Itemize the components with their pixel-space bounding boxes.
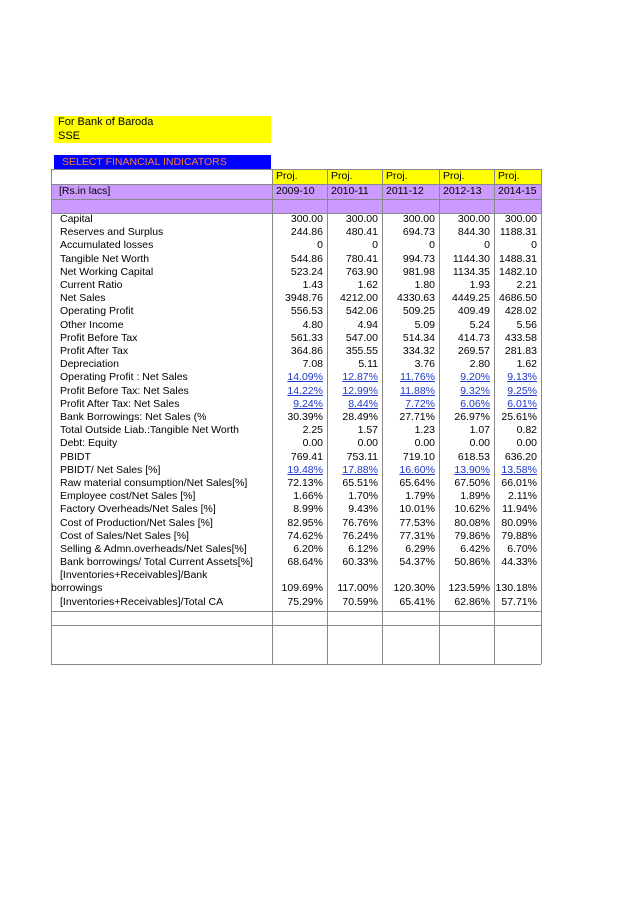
table-cell: 763.90 [345,265,378,278]
row-label: Raw material consumption/Net Sales[%] [60,477,248,489]
table-cell[interactable]: 9.25% [507,384,537,397]
table-cell: 334.32 [402,345,435,357]
table-cell[interactable]: 16.60% [399,463,435,476]
table-gridline [382,169,383,664]
row-label: Profit Before Tax [60,331,138,344]
table-cell: 0 [372,239,378,252]
table-cell: 4330.63 [397,292,435,305]
row-label: Selling & Admn.overheads/Net Sales[%] [60,543,247,555]
table-cell: 769.41 [290,450,323,463]
table-cell: 0.82 [516,424,537,437]
table-cell: 4.94 [357,318,378,331]
row-label: Bank borrowings/ Total Current Assets[%] [60,556,253,569]
table-cell: 719.10 [402,450,435,463]
table-cell: 117.00% [337,582,378,595]
table-cell[interactable]: 14.09% [287,371,323,384]
row-label-continued: borrowings [51,582,103,595]
table-cell: 281.83 [504,345,537,357]
table-cell: 4686.50 [499,292,537,305]
table-gridline [51,169,541,170]
table-cell: 694.73 [402,226,435,239]
table-cell: 6.12% [348,543,378,555]
table-cell: 1.62 [516,358,537,371]
table-cell: 79.88% [501,529,537,542]
table-cell[interactable]: 6.06% [460,397,490,410]
table-cell: 300.00 [402,213,435,225]
table-cell[interactable]: 13.58% [501,463,537,476]
table-cell[interactable]: 12.99% [342,384,378,397]
table-cell: 57.71% [501,595,537,608]
table-cell: 0 [317,239,323,252]
table-cell: 6.42% [460,543,490,555]
table-cell: 77.31% [399,529,435,542]
table-cell: 636.20 [504,450,537,463]
table-cell: 6.20% [293,543,323,555]
table-cell: 433.58 [504,331,537,344]
column-proj-label: Proj. [498,170,520,182]
select-financial-indicators-header: SELECT FINANCIAL INDICATORS [54,155,271,169]
table-cell: 25.61% [501,411,537,423]
table-cell: 523.24 [290,265,323,278]
table-cell: 65.64% [399,477,435,489]
table-cell: 3948.76 [285,292,323,305]
table-cell: 1.23 [414,424,435,437]
table-cell[interactable]: 13.90% [454,463,490,476]
table-gridline [51,625,541,626]
table-gridline [51,611,541,612]
table-cell: 1.62 [357,279,378,291]
column-proj-label: Proj. [331,170,353,182]
table-cell[interactable]: 8.44% [348,397,378,410]
row-label: PBIDT/ Net Sales [%] [60,463,161,476]
table-cell: 1.80 [414,279,435,291]
table-cell: 5.11 [358,358,378,371]
table-cell: 27.71% [399,411,435,423]
table-cell: 2.80 [469,358,490,371]
row-label: Profit Before Tax: Net Sales [60,384,189,397]
row-label: Net Sales [60,292,106,305]
table-cell: 0 [531,239,537,252]
table-cell: 79.86% [454,529,490,542]
row-label: Cost of Production/Net Sales [%] [60,516,213,529]
table-cell: 981.98 [402,265,435,278]
table-cell: 556.53 [290,305,323,318]
table-cell: 6.29% [405,543,435,555]
table-cell: 409.49 [457,305,490,318]
row-label: Depreciation [60,358,119,371]
row-label: Bank Borrowings: Net Sales (% [60,411,207,423]
table-cell: 62.86% [454,595,490,608]
row-label: Employee cost/Net Sales [%] [60,490,196,503]
table-cell: 300.00 [504,213,537,225]
table-cell: 1.43 [302,279,323,291]
table-cell: 1134.35 [452,265,490,278]
table-cell: 120.30% [393,582,435,595]
table-cell: 364.86 [290,345,323,357]
column-year-label: 2009-10 [276,185,315,197]
column-proj-label: Proj. [386,170,408,182]
table-cell: 80.09% [501,516,537,529]
table-cell: 544.86 [290,252,323,265]
table-cell: 1144.30 [452,252,490,265]
column-proj-label: Proj. [443,170,465,182]
table-cell: 0.00 [516,437,537,450]
title-box [54,116,271,143]
table-cell: 509.25 [402,305,435,318]
table-cell: 2.25 [302,424,323,437]
table-cell: 300.00 [457,213,490,225]
table-gridline [327,169,328,664]
table-cell: 70.59% [342,595,378,608]
table-cell: 2.21 [516,279,537,291]
table-cell: 1482.10 [499,265,537,278]
row-label: Operating Profit [60,305,134,318]
row-label: Other Income [60,318,124,331]
table-cell: 514.34 [402,331,435,344]
table-cell: 76.24% [342,529,378,542]
table-cell: 355.55 [345,345,378,357]
table-cell[interactable]: 12.87% [342,371,378,384]
table-cell: 30.39% [287,411,323,423]
table-gridline [51,213,541,214]
table-cell: 244.86 [290,226,323,239]
table-cell: 2.11% [508,490,537,503]
table-cell: 300.00 [345,213,378,225]
row-label: Net Working Capital [60,265,154,278]
table-cell: 130.18% [495,582,537,595]
row-label: Profit After Tax [60,345,129,357]
table-gridline [272,169,273,664]
table-cell: 54.37% [399,556,435,569]
table-cell: 10.62% [454,503,490,516]
table-cell: 5.24 [469,318,490,331]
table-cell: 1.89% [460,490,490,503]
table-cell: 77.53% [399,516,435,529]
table-cell: 80.08% [454,516,490,529]
table-cell: 5.09 [414,318,435,331]
row-label: PBIDT [60,450,91,463]
row-label: Cost of Sales/Net Sales [%] [60,529,189,542]
table-cell[interactable]: 11.88% [400,384,435,397]
row-label: Debt: Equity [60,437,118,450]
table-cell: 269.57 [457,345,490,357]
table-cell: 414.73 [457,331,490,344]
row-label: Capital [60,213,93,225]
table-cell: 28.49% [342,411,378,423]
table-cell: 1488.31 [499,252,537,265]
table-cell: 0 [484,239,490,252]
table-cell: 9.43% [348,503,378,516]
table-cell: 1.07 [469,424,490,437]
table-cell: 5.56 [516,318,537,331]
table-cell: 4.80 [302,318,323,331]
table-cell: 1188.31 [499,226,537,239]
table-cell: 0 [429,239,435,252]
table-cell: 74.62% [287,529,323,542]
table-cell: 8.99% [293,503,323,516]
table-cell[interactable]: 17.88% [342,463,378,476]
column-year-label: 2014-15 [498,185,537,197]
table-cell: 3.76 [414,358,435,371]
table-cell: 0.00 [469,437,490,450]
table-cell: 844.30 [457,226,490,239]
column-year-label: 2010-11 [331,185,369,197]
table-cell: 109.69% [281,582,323,595]
table-cell: 1.93 [469,279,490,291]
table-cell[interactable]: 14.22% [287,384,323,397]
table-cell[interactable]: 9.24% [293,397,323,410]
units-label: [Rs.in lacs] [59,185,111,197]
table-cell: 780.41 [345,252,378,265]
table-cell: 1.70% [348,490,378,503]
table-cell: 542.06 [345,305,378,318]
table-cell: 0.00 [414,437,435,450]
table-cell[interactable]: 6.01% [507,397,537,410]
table-cell[interactable]: 7.72% [405,397,435,410]
table-cell: 1.66% [293,490,323,503]
column-proj-label: Proj. [276,170,298,182]
table-cell[interactable]: 11.76% [400,371,435,384]
table-cell: 0.00 [302,437,323,450]
table-cell: 44.33% [501,556,537,569]
table-cell: 1.79% [405,490,435,503]
row-label: Profit After Tax: Net Sales [60,397,180,410]
table-cell: 65.51% [342,477,378,489]
row-label: Accumulated losses [60,239,154,252]
table-cell: 1.57 [357,424,378,437]
row-label: Tangible Net Worth [60,252,150,265]
row-label: Reserves and Surplus [60,226,164,239]
column-year-label: 2011-12 [386,185,424,197]
table-cell: 480.41 [345,226,378,239]
table-cell: 0.00 [357,437,378,450]
financial-indicators-table [51,169,541,664]
table-cell: 618.53 [457,450,490,463]
table-cell: 4212.00 [340,292,378,305]
bank-name: For Bank of Baroda [58,116,154,128]
table-cell: 994.73 [402,252,435,265]
row-label: [Inventories+Receivables]/Bank [60,569,208,582]
row-label: Operating Profit : Net Sales [60,371,188,384]
table-cell: 82.95% [287,516,323,529]
table-gridline [51,664,541,665]
table-cell: 6.70% [507,543,537,555]
table-cell: 123.59% [448,582,490,595]
table-gridline [51,199,541,200]
table-cell: 65.41% [399,595,435,608]
table-gridline [51,184,541,185]
table-cell: 60.33% [342,556,378,569]
table-cell: 547.00 [345,331,378,344]
table-cell: 753.11 [346,450,378,463]
table-cell: 72.13% [287,477,323,489]
row-label: [Inventories+Receivables]/Total CA [60,595,224,608]
table-cell[interactable]: 19.48% [287,463,323,476]
table-cell: 68.64% [287,556,323,569]
table-cell[interactable]: 9.20% [460,371,490,384]
table-cell: 4449.25 [452,292,490,305]
table-cell[interactable]: 9.13% [507,371,537,384]
table-cell: 66.01% [501,477,537,489]
table-cell: 428.02 [504,305,537,318]
table-gridline [541,169,542,664]
table-cell: 11.94% [502,503,537,516]
table-cell[interactable]: 9.32% [460,384,490,397]
table-cell: 26.97% [454,411,490,423]
table-cell: 300.00 [290,213,323,225]
table-cell: 7.08 [302,358,323,371]
table-cell: 67.50% [454,477,490,489]
table-gridline [439,169,440,664]
branch-name: SSE [58,130,81,142]
table-cell: 10.01% [399,503,435,516]
table-cell: 75.29% [287,595,323,608]
row-label: Current Ratio [60,279,123,291]
table-gridline [51,169,52,664]
column-year-label: 2012-13 [443,185,482,197]
table-cell: 50.86% [454,556,490,569]
row-label: Factory Overheads/Net Sales [%] [60,503,216,516]
row-label: Total Outside Liab.:Tangible Net Worth [60,424,239,437]
table-gridline [494,169,495,664]
table-cell: 76.76% [342,516,378,529]
table-cell: 561.33 [290,331,323,344]
